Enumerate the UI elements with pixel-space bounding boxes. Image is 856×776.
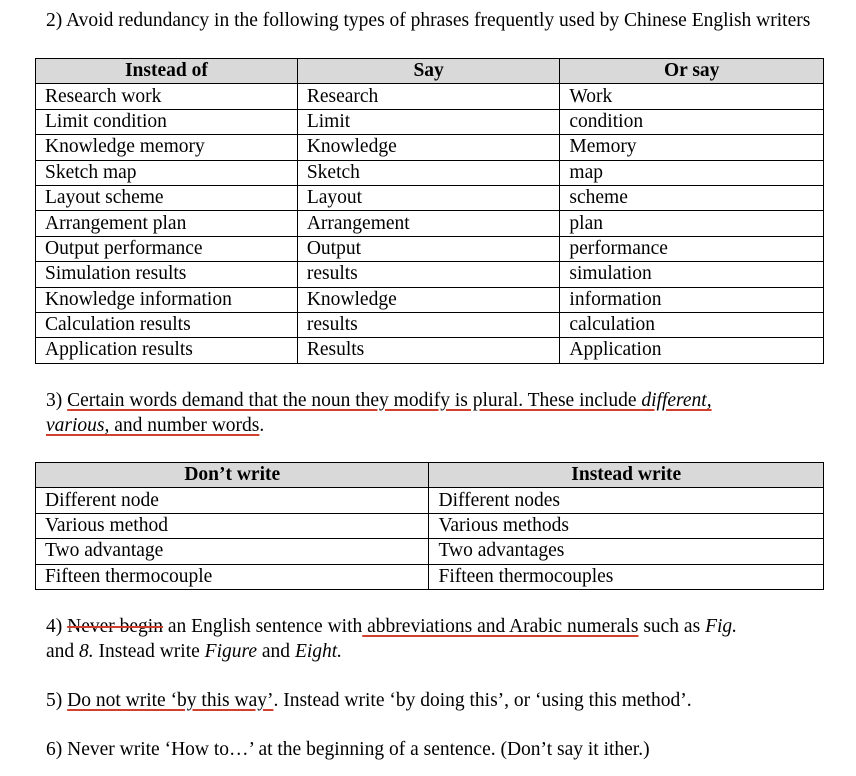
table-row: [36, 262, 824, 287]
item-4-underlined-text: abbreviations and Arabic numerals: [362, 616, 639, 637]
item-4-italic-eight: Eight.: [294, 641, 343, 662]
table-cell: Arrangement plan: [36, 211, 298, 236]
table-cell: scheme: [560, 185, 824, 210]
item-4-and-2: and: [257, 641, 295, 662]
table-row: [36, 338, 824, 363]
table-cell: Calculation results: [36, 312, 298, 337]
table-cell: performance: [560, 236, 824, 261]
item-3-number-words: and number words: [109, 415, 260, 436]
table-cell: Simulation results: [36, 262, 298, 287]
table-row: [36, 84, 824, 109]
table-cell: Results: [297, 338, 560, 363]
table-cell: Limit condition: [36, 109, 298, 134]
table-cell: Layout: [297, 185, 560, 210]
table-row: [36, 564, 824, 589]
table-cell: Output performance: [36, 236, 298, 261]
table-row: [36, 539, 824, 564]
item-2-text: 2) Avoid redundancy in the following types of phrases frequently used by Chinese English writers: [46, 10, 811, 31]
table-cell: Different nodes: [429, 488, 824, 513]
plural-table: [35, 462, 824, 590]
table-cell: Sketch: [297, 160, 560, 185]
item-4-and-1: and: [46, 641, 80, 662]
table-cell: Output: [297, 236, 560, 261]
table-cell: Fifteen thermocouple: [36, 564, 429, 589]
table-cell: Various method: [36, 513, 429, 538]
table-cell: results: [297, 312, 560, 337]
item-5-text: . Instead write ‘by doing this’, or ‘using this method’.: [273, 690, 692, 711]
table-row: [36, 488, 824, 513]
table-row: [36, 135, 824, 160]
table-row: [36, 513, 824, 538]
table-cell: Two advantages: [429, 539, 824, 564]
table-cell: Fifteen thermocouples: [429, 564, 824, 589]
table-row: [36, 287, 824, 312]
item-3-annotated-text: [46, 390, 712, 436]
column-header-instead-write: Instead write: [429, 463, 824, 488]
plural-table-body: [36, 488, 824, 590]
item-3-paragraph: [46, 388, 836, 438]
table-cell: Application results: [36, 338, 298, 363]
table-row: [36, 185, 824, 210]
column-header-say: Say: [297, 59, 560, 84]
column-header-dont-write: Don’t write: [36, 463, 429, 488]
table-cell: Knowledge: [297, 287, 560, 312]
table-cell: map: [560, 160, 824, 185]
item-5-number: 5): [46, 690, 68, 711]
table-cell: calculation: [560, 312, 824, 337]
item-5-paragraph: [46, 688, 836, 713]
item-4-number: 4): [46, 616, 68, 637]
redundancy-table: [35, 58, 824, 364]
table-row: [36, 109, 824, 134]
table-cell: Knowledge information: [36, 287, 298, 312]
item-4-struck-text: Never begin: [67, 616, 163, 637]
item-3-sentence: Certain words demand that the noun they modify is plural. These include: [67, 390, 642, 411]
item-5-underlined-text: Do not write ‘by this way’: [67, 690, 274, 711]
item-3-period: .: [259, 415, 265, 436]
table-cell: Research work: [36, 84, 298, 109]
item-6-text: 6) Never write ‘How to…’ at the beginning of a sentence. (Don’t say it ither.): [46, 739, 650, 760]
item-4-text-2: such as: [638, 616, 706, 637]
table-cell: Sketch map: [36, 160, 298, 185]
column-header-instead-of: Instead of: [36, 59, 298, 84]
item-3-italic-various: various,: [46, 415, 110, 436]
table-row: [36, 236, 824, 261]
table-cell: condition: [560, 109, 824, 134]
table-cell: Research: [297, 84, 560, 109]
column-header-or-say: Or say: [560, 59, 824, 84]
table-cell: plan: [560, 211, 824, 236]
table-cell: Layout scheme: [36, 185, 298, 210]
table-cell: Work: [560, 84, 824, 109]
item-4-italic-8: 8.: [79, 641, 94, 662]
table-cell: Two advantage: [36, 539, 429, 564]
table-cell: information: [560, 287, 824, 312]
table-cell: Limit: [297, 109, 560, 134]
table-row: [36, 211, 824, 236]
item-4-italic-figure: Figure: [204, 641, 258, 662]
table-header-row: [36, 463, 824, 488]
table-row: [36, 160, 824, 185]
item-6-paragraph: [46, 737, 836, 762]
item-3-number: 3): [46, 390, 68, 411]
item-2-paragraph: [46, 8, 836, 33]
item-4-italic-fig: Fig.: [705, 616, 738, 637]
item-4-paragraph: [46, 614, 836, 664]
table-cell: Memory: [560, 135, 824, 160]
table-cell: Various methods: [429, 513, 824, 538]
table-header-row: [36, 59, 824, 84]
table-cell: results: [297, 262, 560, 287]
table-cell: simulation: [560, 262, 824, 287]
table-cell: Knowledge: [297, 135, 560, 160]
item-3-italic-different: different,: [641, 390, 712, 411]
table-cell: Knowledge memory: [36, 135, 298, 160]
item-4-text-3: Instead write: [93, 641, 205, 662]
item-4-text-1: an English sentence with: [162, 616, 363, 637]
redundancy-table-body: [36, 84, 824, 363]
table-row: [36, 312, 824, 337]
table-cell: Different node: [36, 488, 429, 513]
table-cell: Arrangement: [297, 211, 560, 236]
table-cell: Application: [560, 338, 824, 363]
